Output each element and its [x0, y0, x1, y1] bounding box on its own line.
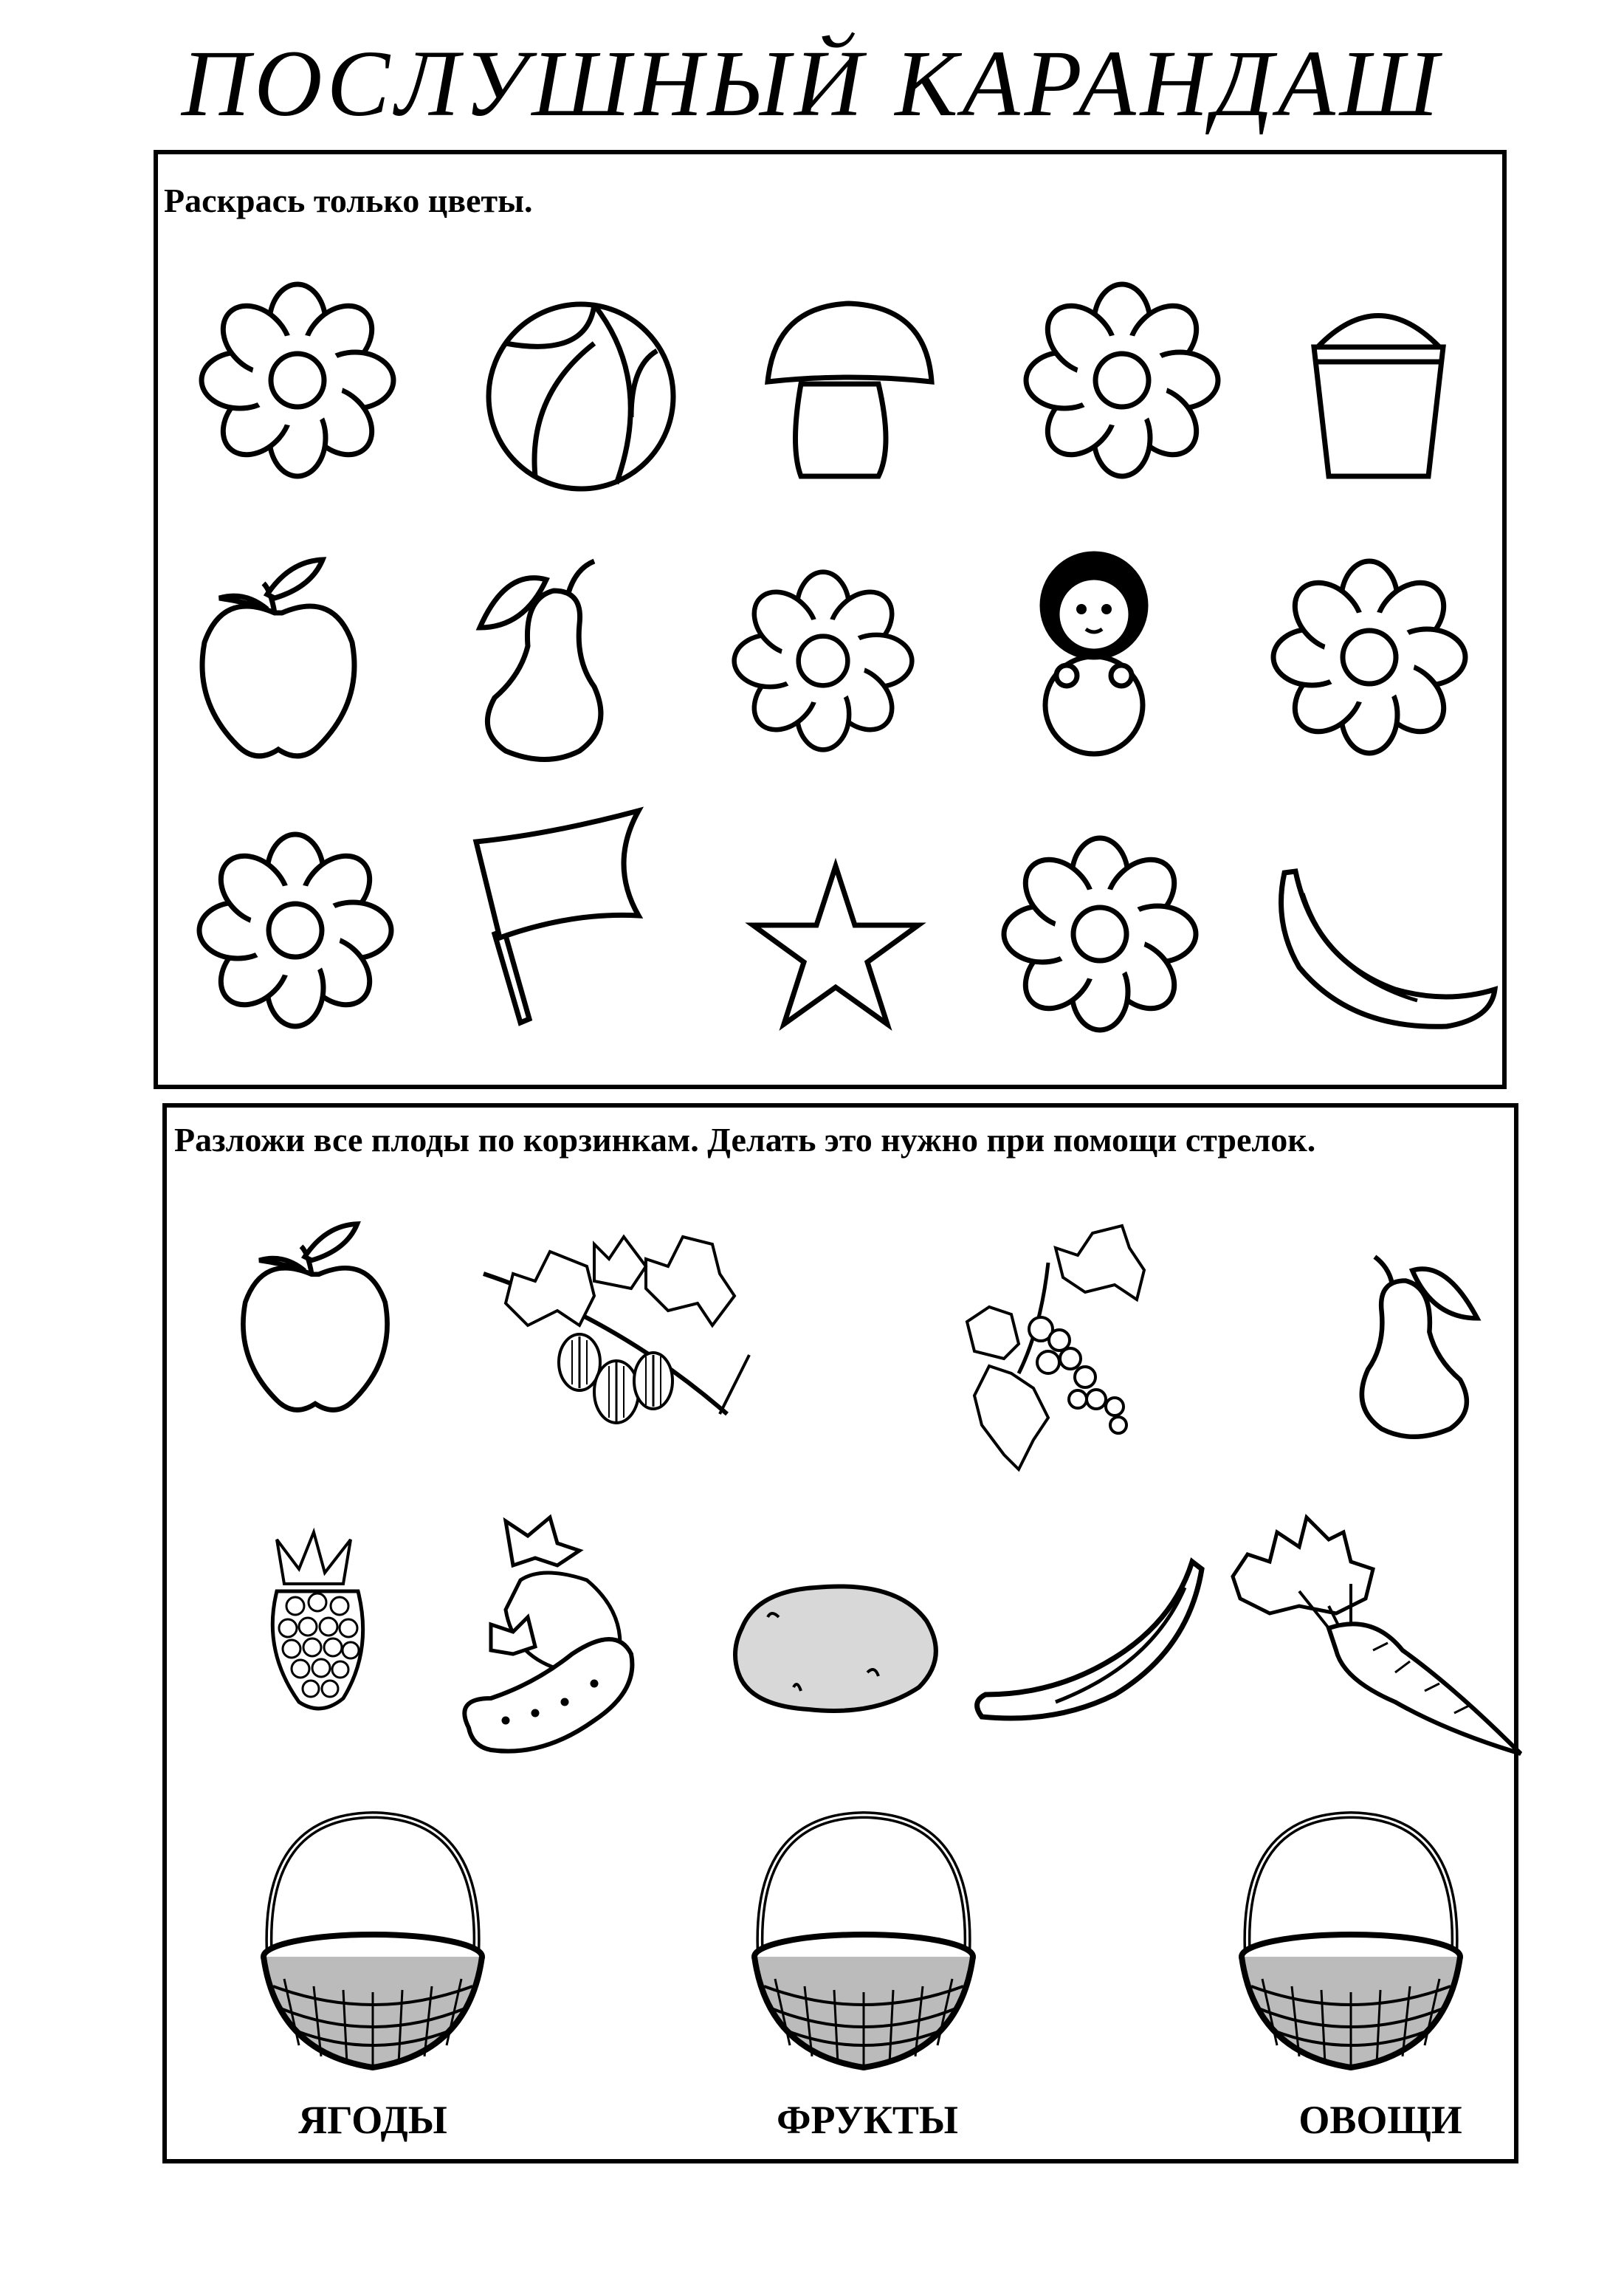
- flower-icon[interactable]: [731, 569, 915, 753]
- raspberry-icon[interactable]: [255, 1525, 380, 1717]
- sorting-task-instruction: Разложи все плоды по корзинкам. Делать это нужно при помощи стрелок.: [174, 1121, 1316, 1159]
- apple-icon[interactable]: [193, 554, 363, 764]
- flower-icon[interactable]: [196, 831, 395, 1030]
- basket-icon[interactable]: [746, 1809, 982, 2075]
- pear-icon[interactable]: [465, 557, 613, 761]
- basket-label-fruits: ФРУКТЫ: [777, 2098, 958, 2142]
- page-title: ПОСЛУШНЫЙ КАРАНДАШ: [181, 31, 1443, 136]
- bucket-icon[interactable]: [1310, 306, 1447, 484]
- ball-icon[interactable]: [484, 299, 679, 495]
- banana-icon[interactable]: [1270, 864, 1506, 1034]
- flower-icon[interactable]: [198, 281, 397, 480]
- potato-icon[interactable]: [727, 1576, 945, 1717]
- roly-poly-doll-icon[interactable]: [1037, 546, 1152, 757]
- basket-icon[interactable]: [255, 1809, 491, 2075]
- mushroom-icon[interactable]: [760, 299, 937, 484]
- star-icon[interactable]: [747, 860, 924, 1030]
- basket-label-vegetables: ОВОЩИ: [1298, 2098, 1462, 2142]
- flower-icon[interactable]: [1022, 281, 1222, 480]
- coloring-task-instruction: Раскрась только цветы.: [164, 182, 533, 219]
- carrot-icon[interactable]: [1203, 1503, 1535, 1776]
- basket-icon[interactable]: [1233, 1809, 1469, 2075]
- pear-icon[interactable]: [1351, 1248, 1487, 1440]
- cucumber-icon[interactable]: [447, 1506, 657, 1765]
- banana-icon[interactable]: [967, 1554, 1211, 1728]
- flower-icon[interactable]: [1270, 557, 1469, 757]
- basket-label-berries: ЯГОДЫ: [298, 2098, 447, 2142]
- gooseberry-branch-icon[interactable]: [469, 1215, 794, 1444]
- apple-icon[interactable]: [230, 1218, 400, 1418]
- flower-icon[interactable]: [1000, 834, 1200, 1034]
- currant-branch-icon[interactable]: [960, 1211, 1196, 1484]
- flag-icon[interactable]: [469, 805, 650, 1026]
